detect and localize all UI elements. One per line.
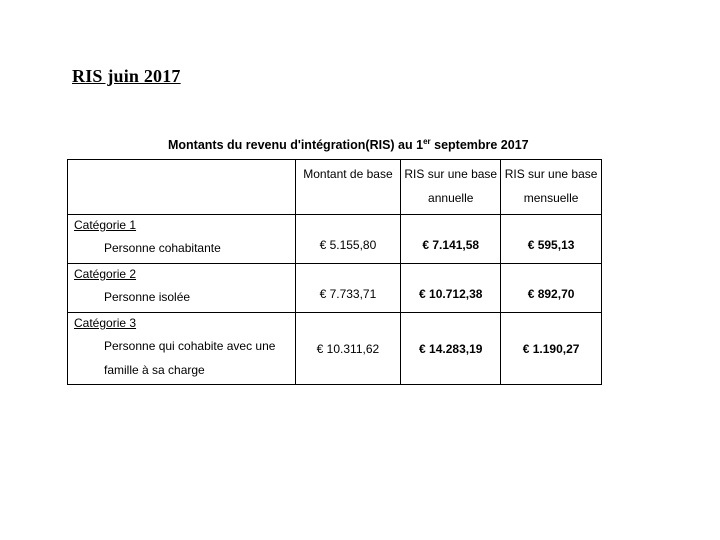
- category-cell: [68, 313, 296, 385]
- slide-title: RIS juin 2017: [72, 66, 181, 86]
- category-description: Personne qui cohabite avec une famille à sa charge: [104, 339, 276, 377]
- monthly-amount-cell: [501, 313, 602, 385]
- monthly-amount-value: € 595,13: [527, 238, 575, 252]
- monthly-amount-value: € 892,70: [527, 287, 575, 301]
- annual-amount-value: € 10.712,38: [419, 287, 483, 301]
- header-empty-cell: [68, 160, 296, 215]
- table-header-row: [68, 160, 602, 215]
- category-description: Personne isolée: [104, 290, 191, 304]
- annual-amount-value: € 7.141,58: [422, 238, 480, 252]
- category-name: Catégorie 2: [74, 267, 137, 281]
- table-row: [68, 313, 602, 385]
- annual-amount-cell: [401, 313, 501, 385]
- header-base-amount: Montant de base: [295, 160, 401, 215]
- category-name: Catégorie 3: [74, 316, 137, 330]
- monthly-amount-cell: [501, 215, 602, 264]
- base-amount-cell: [295, 215, 401, 264]
- table-caption-text-end: septembre 2017: [430, 138, 529, 153]
- base-amount-value: € 5.155,80: [319, 238, 377, 252]
- table-caption-text: Montants du revenu d'intégration(RIS) au 1: [168, 138, 424, 153]
- header-annual: RIS sur une base annuelle: [401, 160, 501, 215]
- category-description: Personne cohabitante: [104, 241, 221, 255]
- table-row: [68, 264, 602, 313]
- table-caption-superscript: er: [423, 137, 431, 146]
- base-amount-value: € 10.311,62: [316, 341, 380, 356]
- monthly-amount-cell: [501, 264, 602, 313]
- annual-amount-cell: [401, 215, 501, 264]
- base-amount-cell: [295, 264, 401, 313]
- base-amount-value: € 7.733,71: [319, 287, 377, 301]
- base-amount-cell: [295, 313, 401, 385]
- table-caption: [168, 137, 529, 152]
- ris-amounts-table: [67, 159, 602, 385]
- monthly-amount-value: € 1.190,27: [522, 341, 580, 356]
- category-cell: [68, 264, 296, 313]
- annual-amount-value: € 14.283,19: [419, 341, 483, 356]
- category-name: Catégorie 1: [74, 218, 137, 232]
- table-row: [68, 215, 602, 264]
- annual-amount-cell: [401, 264, 501, 313]
- category-cell: [68, 215, 296, 264]
- header-monthly: RIS sur une base mensuelle: [501, 160, 602, 215]
